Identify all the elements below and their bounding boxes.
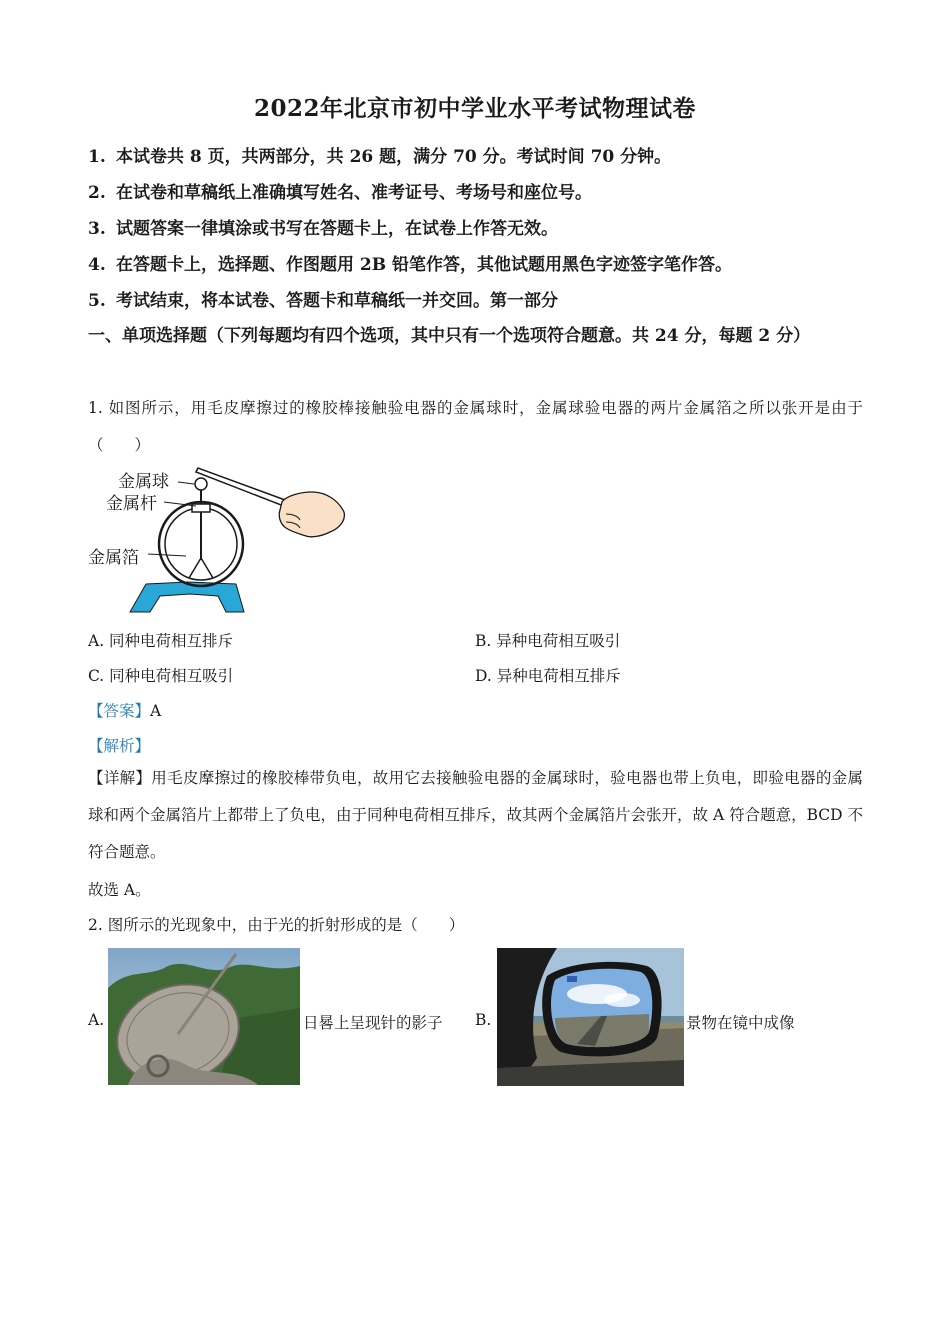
answer-tag: 【答案】 [88, 702, 151, 720]
question-2-stem: 2. 图所示的光现象中，由于光的折射形成的是（ ） [88, 916, 465, 934]
sundial-photo [108, 948, 300, 1085]
page-title: 2022年北京市初中学业水平考试物理试卷 [253, 95, 696, 122]
q2-option-b-letter: B. [475, 1011, 492, 1029]
instruction-4: 4. 在答题卡上，选择题、作图题用 2B 铅笔作答，其他试题用黑色字迹签字笔作答。 [88, 255, 733, 275]
q1-option-c: C. 同种电荷相互吸引 [88, 667, 234, 685]
label-metal-rod: 金属杆 [106, 494, 157, 514]
q1-option-a: A. 同种电荷相互排斥 [88, 632, 234, 650]
q1-option-d: D. 异种电荷相互排斥 [475, 667, 621, 685]
instruction-3: 3. 试题答案一律填涂或书写在答题卡上，在试卷上作答无效。 [88, 219, 558, 239]
detail-text: 用毛皮摩擦过的橡胶棒带负电，故用它去接触验电器的金属球时，验电器也带上负电，即验电器的金属球和两个金属箔片上都带上了负电，由于同种电荷相互排斥，故其两个金属箔片会张开，故 A 符合题意，BCD 不符合题意。 [88, 769, 863, 861]
side-mirror-image [497, 948, 684, 1086]
q1-analysis-tag: 【解析】 [88, 737, 151, 755]
sundial-image [108, 948, 300, 1085]
label-metal-foil: 金属箔 [88, 548, 139, 568]
q1-detail [88, 760, 863, 871]
answer-value: A [150, 702, 162, 720]
instruction-1: 1. 本试卷共 8 页，共两部分，共 26 题，满分 70 分。考试时间 70 分钟。 [88, 147, 672, 167]
q1-option-b: B. 异种电荷相互吸引 [475, 632, 621, 650]
section-heading: 一、单项选择题（下列每题均有四个选项，其中只有一个选项符合题意。共 24 分，每题 2 分） [88, 326, 811, 346]
mirror-photo [497, 948, 684, 1086]
q2-option-b-caption: 景物在镜中成像 [686, 1014, 795, 1032]
instruction-2: 2. 在试卷和草稿纸上准确填写姓名、准考证号、考场号和座位号。 [88, 183, 592, 203]
instruction-5: 5. 考试结束，将本试卷、答题卡和草稿纸一并交回。第一部分 [88, 291, 558, 311]
q1-answer [88, 699, 161, 721]
q2-option-a-caption: 日晷上呈现针的影子 [303, 1014, 443, 1032]
question-1-stem: 1. 如图所示，用毛皮摩擦过的橡胶棒接触验电器的金属球时，金属球验电器的两片金属箔之所以张开是由于（ ） [88, 399, 863, 454]
electroscope-figure [86, 462, 351, 614]
q2-option-a-letter: A. [88, 1011, 105, 1029]
detail-tag: 【详解】 [88, 769, 152, 787]
q1-conclusion: 故选 A。 [88, 881, 151, 899]
label-metal-ball: 金属球 [118, 472, 169, 492]
